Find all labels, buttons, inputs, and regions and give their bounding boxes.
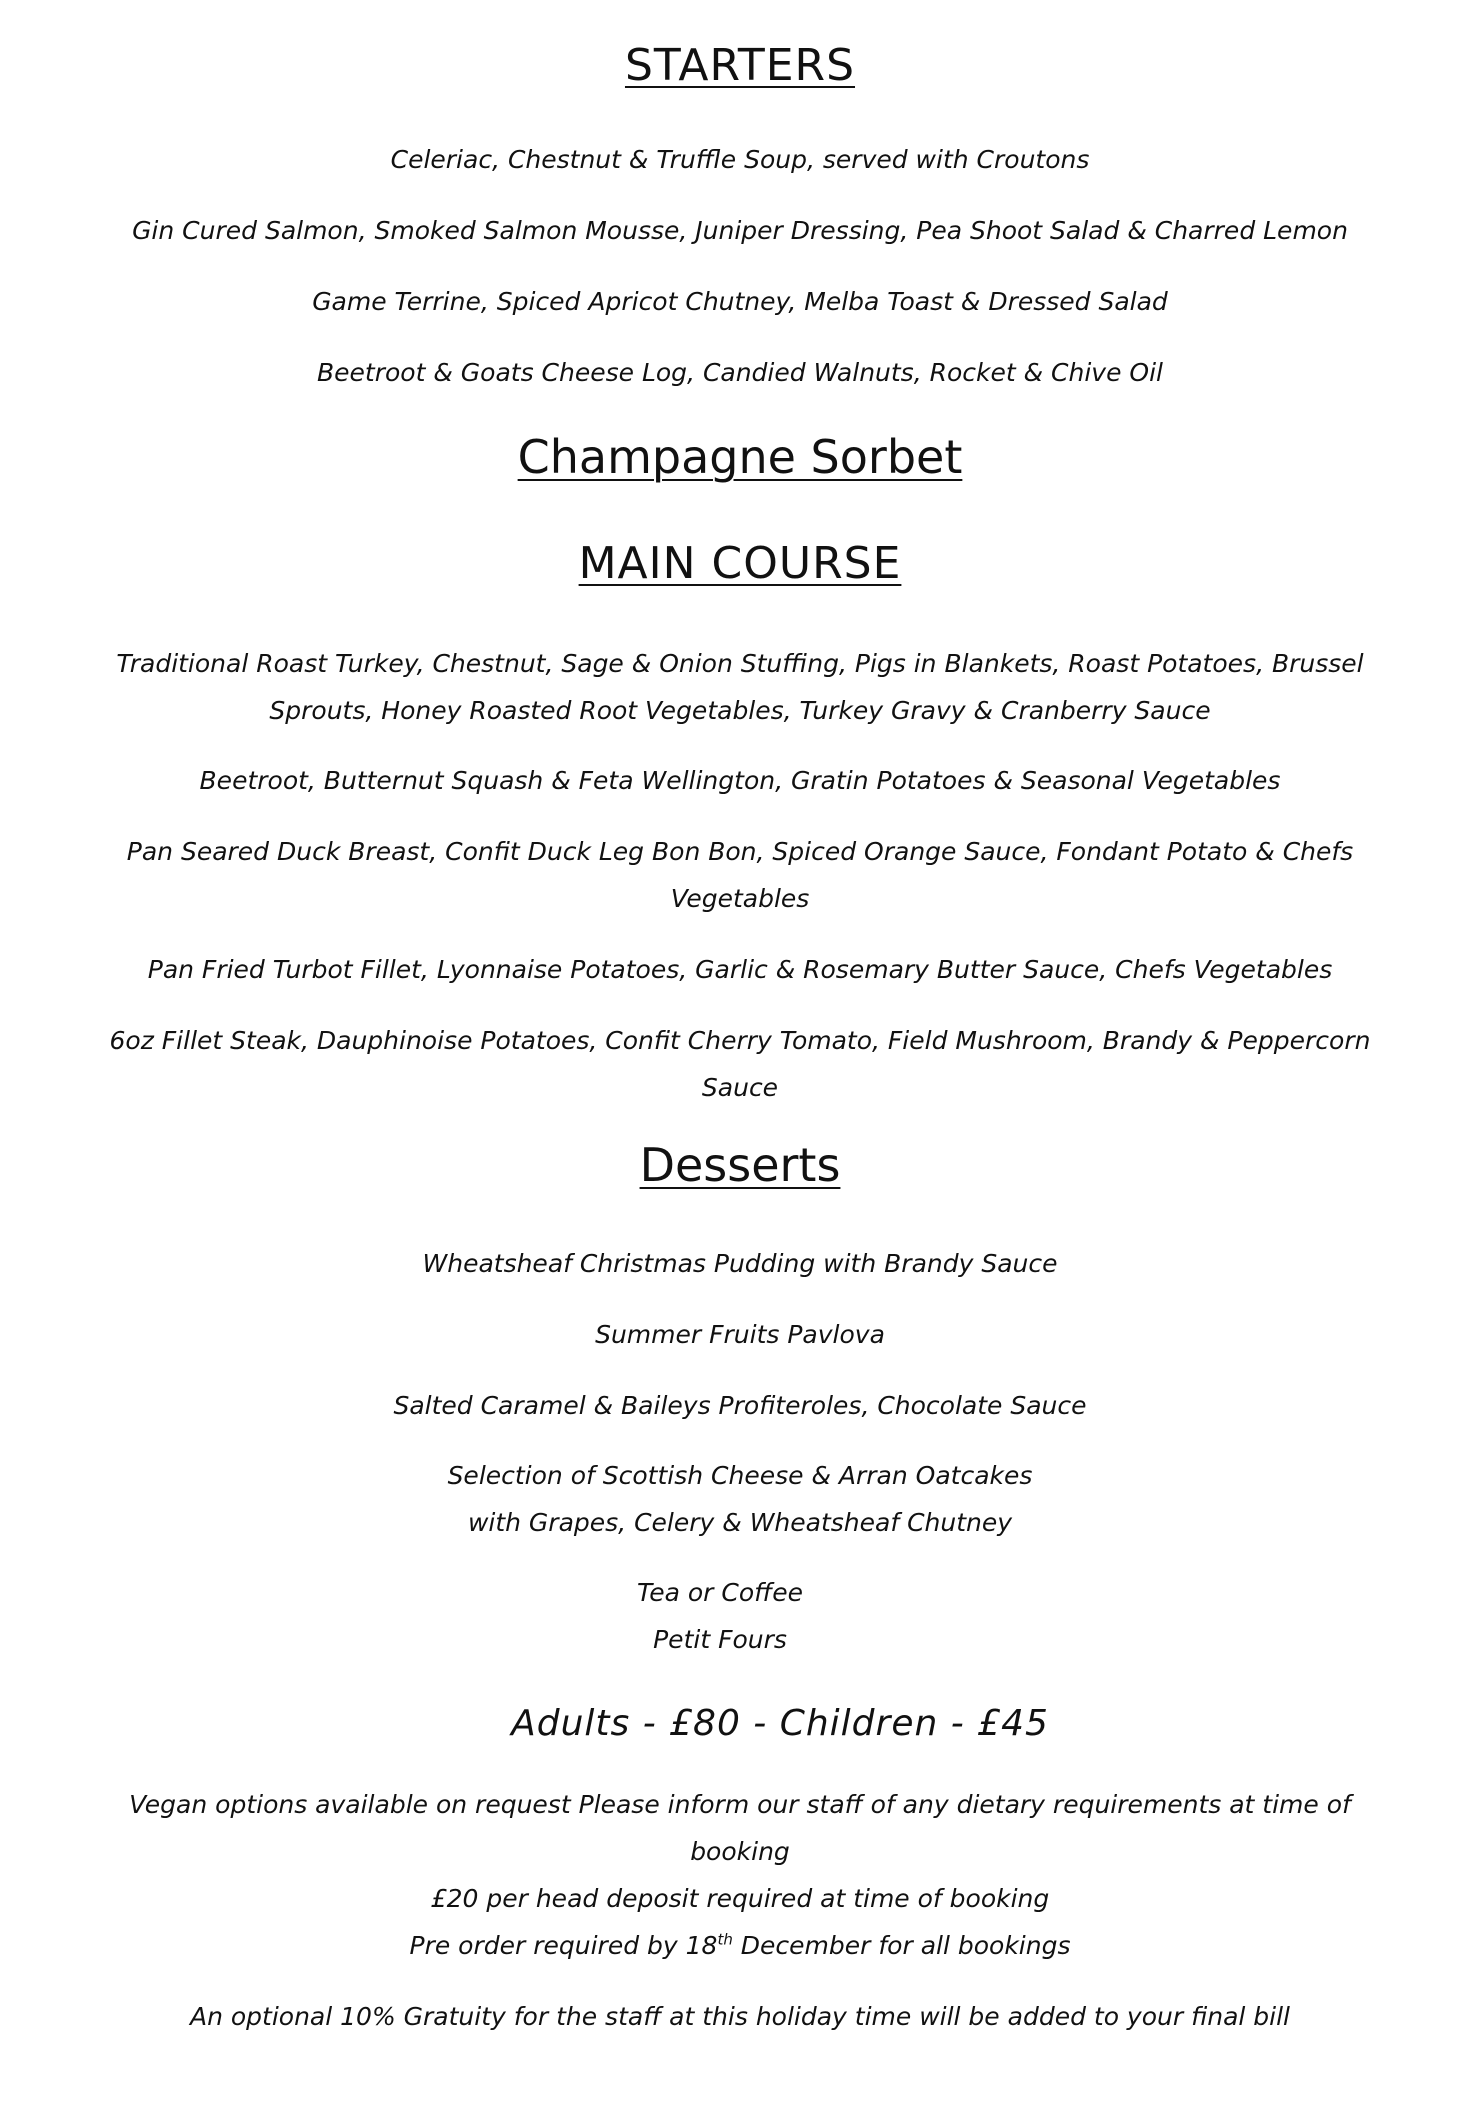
main-course-item: Traditional Roast Turkey, Chestnut, Sage & Onion Stuffing, Pigs in Blankets, Roast Potatoes, Brussel Sprouts, Honey Roasted Root Vegetables, Turkey Gravy & Cranberry Sauce xyxy=(116,649,1364,725)
main-course-item: Beetroot, Butternut Squash & Feta Wellington, Gratin Potatoes & Seasonal Vegetables xyxy=(199,766,1281,795)
tea-coffee-block xyxy=(60,1569,1380,1663)
starters-heading: STARTERS xyxy=(624,40,856,91)
deposit-note: £20 per head deposit required at time of booking xyxy=(430,1884,1050,1913)
starter-item: Beetroot & Goats Cheese Log, Candied Walnuts, Rocket & Chive Oil xyxy=(317,358,1163,387)
petit-fours: Petit Fours xyxy=(653,1625,787,1654)
cheese-line-1: Selection of Scottish Cheese & Arran Oatcakes xyxy=(447,1461,1033,1490)
gratuity-note: An optional 10% Gratuity for the staff at this holiday time will be added to your final bill xyxy=(189,2002,1291,2031)
cheese-selection xyxy=(80,1452,1400,1546)
tea-coffee: Tea or Coffee xyxy=(637,1578,803,1607)
cheese-line-2: with Grapes, Celery & Wheatsheaf Chutney xyxy=(467,1508,1013,1537)
sorbet-heading: Champagne Sorbet xyxy=(517,430,963,484)
desserts-heading: Desserts xyxy=(639,1138,841,1192)
starter-item: Game Terrine, Spiced Apricot Chutney, Melba Toast & Dressed Salad xyxy=(312,287,1168,316)
main-course-item: 6oz Fillet Steak, Dauphinoise Potatoes, Confit Cherry Tomato, Field Mushroom, Brandy & Peppercorn Sauce xyxy=(109,1026,1371,1102)
starter-item: Celeriac, Chestnut & Truffle Soup, served with Croutons xyxy=(390,145,1090,174)
preorder-note xyxy=(80,1922,1400,1969)
dessert-item: Salted Caramel & Baileys Profiteroles, Chocolate Sauce xyxy=(393,1391,1087,1420)
preorder-ordinal: th xyxy=(717,1930,733,1949)
starter-item: Gin Cured Salmon, Smoked Salmon Mousse, Juniper Dressing, Pea Shoot Salad & Charred Lemon xyxy=(132,216,1348,245)
vegan-note: Vegan options available on request Please inform our staff of any dietary requirements at time of booking xyxy=(129,1790,1351,1866)
dessert-item: Summer Fruits Pavlova xyxy=(595,1320,885,1349)
main-course-item: Pan Seared Duck Breast, Confit Duck Leg Bon Bon, Spiced Orange Sauce, Fondant Potato & Chefs Vegetables xyxy=(126,837,1354,913)
main-course-heading: MAIN COURSE xyxy=(578,538,902,589)
pricing: Adults - £80 - Children - £45 xyxy=(511,1703,1049,1744)
main-course-item: Pan Fried Turbot Fillet, Lyonnaise Potatoes, Garlic & Rosemary Butter Sauce, Chefs Vegetables xyxy=(147,955,1333,984)
dessert-item: Wheatsheaf Christmas Pudding with Brandy Sauce xyxy=(422,1249,1058,1278)
preorder-text-before: Pre order required by 18 xyxy=(409,1931,718,1960)
preorder-text-after: December for all bookings xyxy=(732,1931,1071,1960)
